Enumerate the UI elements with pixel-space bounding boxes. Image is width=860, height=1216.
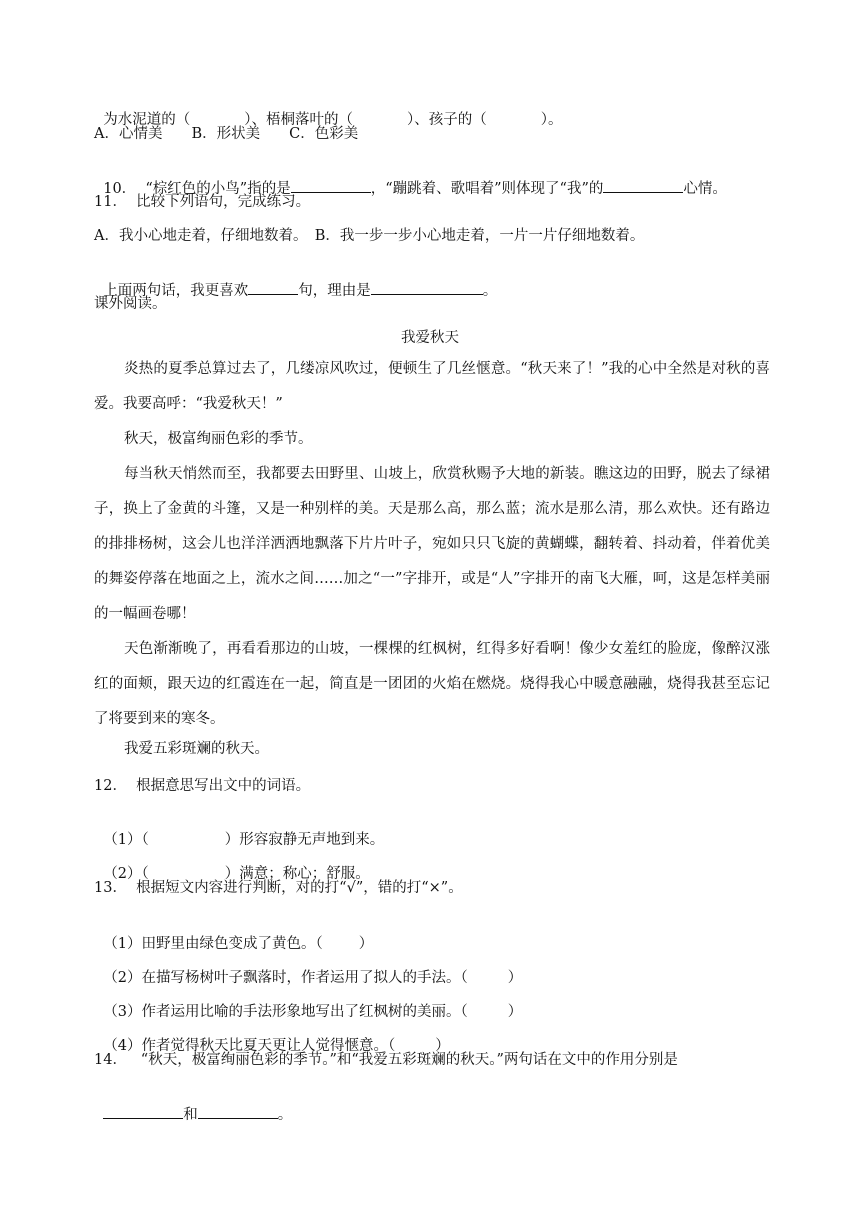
question-14-stem: 14． “秋天，极富绚丽色彩的季节。”和“我爱五彩斑斓的秋天。”两句话在文中的作用分别是 [94, 1052, 678, 1068]
q13-item2-text: （2）在描写杨树叶子飘落时，作者运用了拟人的手法。（ [103, 970, 468, 986]
q9-text-c: ）、孩子的（ [406, 112, 487, 128]
question-12-stem: 12． 根据意思写出文中的词语。 [94, 778, 311, 794]
answer-blank[interactable] [371, 280, 483, 295]
passage-paragraph-1: 炎热的夏季总算过去了，几缕凉风吹过，便顿生了几丝惬意。“秋天来了！”我的心中全然是对秋的喜爱。我要高呼：“我爱秋天！” [94, 361, 770, 412]
q9-text-d: ）。 [540, 112, 563, 128]
passage-paragraph-3: 每当秋天悄然而至，我都要去田野里、山坡上，欣赏秋赐予大地的新装。瞧这边的田野，脱去了绿裙子，换上了金黄的斗篷，又是一种别样的美。天是那么高，那么蓝；流水是那么清，那么欢快。还有路边的排排杨树，这会儿也洋洋洒洒地飘落下片片叶子，宛如只只飞旋的黄蝴蝶，翻转着、抖动着，伴着优美的舞姿停落在地面之上，流水之间……加之“一”字排开，或是“人”字排开的南飞大雁，呵，这是怎样美丽的一幅画卷哪！ [94, 466, 770, 622]
q13-item2-close: ） [507, 970, 523, 986]
q9-text-b: ）、梧桐落叶的（ [244, 112, 353, 128]
passage-paragraph-4: 天色渐渐晚了，再看看那边的山坡，一棵棵的红枫树，红得多好看啊！像少女羞红的脸庞，像醉汉涨红的面颊，跟天边的红霞连在一起，简直是一团团的火焰在燃烧。烧得我心中暖意融融，烧得我甚至忘记了将要到来的寒冬。 [94, 641, 770, 727]
q14-end: 。 [277, 1107, 293, 1123]
question-14-blanks [94, 1084, 292, 1125]
q13-item1-close: ） [358, 936, 374, 952]
q13-item1-mark: 。（ [300, 936, 323, 952]
question-11-stem: 11． 比较下列语句，完成练习。 [94, 194, 311, 210]
section-label: 课外阅读。 [94, 296, 167, 312]
q13-item3-close: ） [507, 1004, 523, 1020]
q9-options: A．心情美 B．形状美 C．色彩美 [94, 126, 359, 142]
q10-text-c: 心情。 [683, 181, 727, 197]
q10-text-a: 10． “棕红色的小鸟”指的是 [103, 181, 291, 197]
q14-and: 和 [183, 1107, 198, 1123]
passage-paragraph-5: 我爱五彩斑斓的秋天。 [124, 741, 269, 757]
question-11-options: A．我小心地走着，仔细地数着。 B．我一步一步小心地走着，一片一片仔细地数着。 [94, 228, 645, 244]
answer-blank[interactable] [103, 1104, 183, 1119]
q9-text-a: 为水泥道的（ [103, 112, 191, 128]
q12-item1-open: （1）（ [103, 832, 149, 848]
q11-prompt-a: 上面两句话，我更喜欢 [103, 283, 249, 299]
q12-item2-text: ）满意；称心；舒服。 [224, 866, 370, 882]
q13-item1-text: （1）田野里由绿色变成了黄色 [103, 936, 301, 952]
q12-item1-text: ）形容寂静无声地到来。 [224, 832, 385, 848]
q13-item4-text: （4）作者觉得秋天比夏天更让人觉得惬意。（ [103, 1038, 396, 1054]
passage-title: 我爱秋天 [401, 330, 459, 346]
q13-item3-text: （3）作者运用比喻的手法形象地写出了红枫树的美丽。（ [103, 1004, 468, 1020]
answer-blank[interactable] [198, 1104, 278, 1119]
q11-prompt-c: 。 [482, 283, 498, 299]
answer-blank[interactable] [248, 280, 298, 295]
q10-text-b: ，“蹦跳着、歌唱着”则体现了“我”的 [370, 181, 604, 197]
answer-blank[interactable] [291, 178, 371, 193]
question-13-stem: 13． 根据短文内容进行判断，对的打“√”，错的打“×”。 [94, 880, 463, 896]
answer-blank[interactable] [603, 178, 683, 193]
q11-prompt-b: 句，理由是 [298, 283, 371, 299]
q13-item4-close: ） [435, 1038, 450, 1054]
passage-paragraph-2: 秋天，极富绚丽色彩的季节。 [124, 431, 313, 447]
q12-item2-open: （2）（ [103, 866, 149, 882]
